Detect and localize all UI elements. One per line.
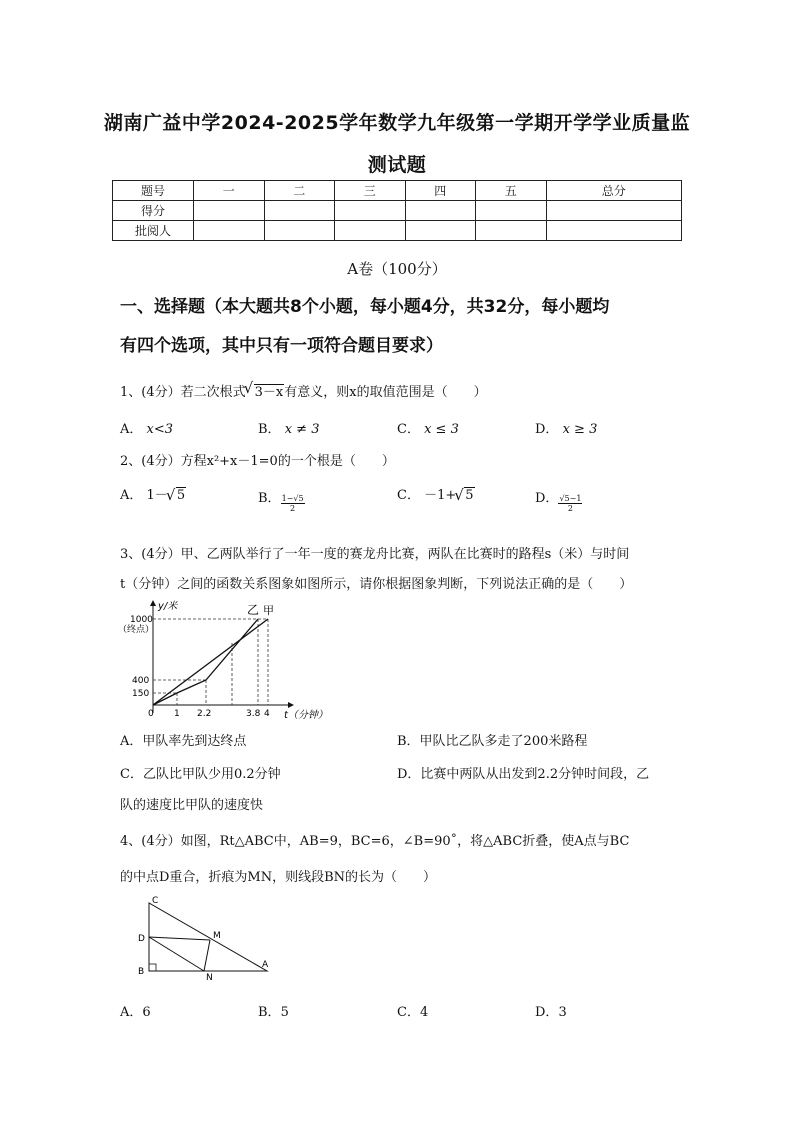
x-tick-3.8: 3.8 xyxy=(246,709,261,719)
score-header-cell: 题号 xyxy=(113,181,194,201)
exam-title-line2: 测试题 xyxy=(367,154,427,176)
score-cell[interactable] xyxy=(405,201,476,221)
question-3-line1: 3、(4分）甲、乙两队举行了一年一度的赛龙舟比赛，两队在比赛时的路程s（米）与时间 xyxy=(120,547,630,562)
option-label: C． xyxy=(397,488,420,503)
option-label: A． xyxy=(120,422,143,437)
grader-row-label: 批阅人 xyxy=(113,221,194,241)
q4-option-c[interactable] xyxy=(397,1001,428,1020)
x-tick-1: 1 xyxy=(174,709,180,719)
fraction-numerator: √5−1 xyxy=(559,494,582,503)
q2-option-c[interactable] xyxy=(397,484,475,503)
score-table xyxy=(112,180,682,241)
q3-option-d-line2: 队的速度比甲队的速度快 xyxy=(120,798,264,813)
fraction-denominator: 2 xyxy=(567,504,573,513)
option-fraction xyxy=(281,494,305,513)
option-fraction xyxy=(558,494,582,513)
option-label: C． xyxy=(397,1005,420,1020)
grader-cell[interactable] xyxy=(264,221,335,241)
score-cell[interactable] xyxy=(264,201,335,221)
fraction-denominator: 2 xyxy=(290,504,296,513)
grader-cell[interactable] xyxy=(546,221,682,241)
race-chart xyxy=(118,598,338,723)
option-text: 1－ xyxy=(146,488,168,503)
grader-cell[interactable] xyxy=(476,221,547,241)
x-axis-arrow xyxy=(288,702,294,708)
score-table-header-row xyxy=(113,181,682,201)
series-yi-line xyxy=(153,619,258,705)
score-cell[interactable] xyxy=(546,201,682,221)
q1-option-c[interactable] xyxy=(397,418,459,437)
q1-radicand: 3－x xyxy=(254,385,284,400)
label-n: N xyxy=(206,973,213,980)
y-note: （终点） xyxy=(118,625,155,635)
option-text: －1+ xyxy=(424,488,457,503)
q1-option-a[interactable] xyxy=(120,418,173,437)
fraction-numerator: 1−√5 xyxy=(281,494,304,503)
q1-prefix: 1、(4分）若二次根式 xyxy=(120,385,246,400)
option-radical xyxy=(168,488,186,503)
q2-option-b[interactable] xyxy=(258,484,305,513)
score-header-cell: 三 xyxy=(335,181,406,201)
q1-option-b[interactable] xyxy=(258,418,319,437)
q4-option-a[interactable] xyxy=(120,1001,151,1020)
option-text: x ≥ 3 xyxy=(562,422,598,437)
score-header-cell: 四 xyxy=(405,181,476,201)
grader-cell[interactable] xyxy=(194,221,265,241)
score-row-label: 得分 xyxy=(113,201,194,221)
q1-radical xyxy=(246,381,285,400)
y-tick-150: 150 xyxy=(132,689,150,699)
x-tick-4: 4 xyxy=(264,709,270,719)
score-row xyxy=(113,201,682,221)
grader-cell[interactable] xyxy=(405,221,476,241)
part-heading-line2: 有四个选项，其中只有一项符合题目要求） xyxy=(120,336,443,356)
option-text: x<3 xyxy=(146,422,174,437)
series-jia-line xyxy=(153,619,268,705)
score-header-cell: 一 xyxy=(194,181,265,201)
y-axis-label: y/米 xyxy=(158,601,178,612)
right-angle-mark xyxy=(149,964,156,971)
exam-title-line1: 湖南广益中学2024-2025学年数学九年级第一学期开学学业质量监 xyxy=(103,112,691,134)
q3-option-d-line1[interactable]: D．比赛中两队从出发到2.2分钟时间段，乙 xyxy=(397,767,650,782)
option-text: 3 xyxy=(558,1005,567,1020)
option-label: C． xyxy=(397,422,420,437)
score-cell[interactable] xyxy=(476,201,547,221)
option-label: A． xyxy=(120,488,143,503)
q2-option-d[interactable] xyxy=(535,484,582,513)
x-tick-2.2: 2.2 xyxy=(197,709,212,719)
score-header-cell: 总分 xyxy=(546,181,682,201)
question-3-line2: t（分钟）之间的函数关系图象如图所示，请你根据图象判断，下列说法正确的是（ ） xyxy=(120,577,633,592)
q1-option-d[interactable] xyxy=(535,418,597,437)
grader-cell[interactable] xyxy=(335,221,406,241)
q3-option-b[interactable]: B．甲队比乙队多走了200米路程 xyxy=(397,734,588,749)
question-1 xyxy=(120,381,487,400)
option-label: D． xyxy=(535,422,559,437)
option-text: 6 xyxy=(142,1005,151,1020)
option-label: D． xyxy=(535,491,559,506)
segment-dn xyxy=(149,937,204,971)
option-radical xyxy=(456,488,474,503)
option-text: x ≤ 3 xyxy=(424,422,459,437)
series-label-yi: 乙 xyxy=(247,603,260,617)
question-4-line2: 的中点D重合，折痕为MN，则线段BN的长为（ ） xyxy=(120,870,437,885)
score-header-cell: 五 xyxy=(476,181,547,201)
label-b: B xyxy=(138,967,145,977)
option-radicand: 5 xyxy=(465,488,474,503)
q3-option-a[interactable]: A．甲队率先到达终点 xyxy=(120,734,247,749)
question-2: 2、(4分）方程x²+x－1=0的一个根是（ ） xyxy=(120,454,395,469)
score-header-cell: 二 xyxy=(264,181,335,201)
segment-mn xyxy=(204,940,210,971)
score-cell[interactable] xyxy=(335,201,406,221)
series-label-jia: 甲 xyxy=(263,604,274,617)
label-a: A xyxy=(262,960,269,970)
label-d: D xyxy=(138,934,145,944)
origin-label: 0 xyxy=(148,709,154,719)
q1-suffix: 有意义，则x的取值范围是（ ） xyxy=(284,385,487,400)
part-heading-line1: 一、选择题（本大题共8个小题，每小题4分，共32分，每小题均 xyxy=(120,297,610,317)
label-m: M xyxy=(213,931,221,941)
q4-option-d[interactable] xyxy=(535,1001,567,1020)
option-label: B． xyxy=(258,1005,281,1020)
option-label: B． xyxy=(258,422,281,437)
y-tick-400: 400 xyxy=(132,676,150,686)
y-axis-arrow xyxy=(150,600,156,606)
option-text: x ≠ 3 xyxy=(284,422,320,437)
option-text: 4 xyxy=(419,1005,429,1020)
option-label: B． xyxy=(258,491,281,506)
triangle-figure xyxy=(132,894,277,980)
question-4-line1: 4、(4分）如图，Rt△ABC中，AB=9，BC=6，∠B=90˚，将△ABC折叠，使A点与BC xyxy=(120,834,630,849)
section-title: A卷（100分） xyxy=(347,260,447,278)
triangle-abc xyxy=(149,903,267,971)
grader-row xyxy=(113,221,682,241)
label-c: C xyxy=(152,896,159,906)
option-label: D． xyxy=(535,1005,559,1020)
q4-option-b[interactable] xyxy=(258,1001,289,1020)
score-cell[interactable] xyxy=(194,201,265,221)
segment-dm xyxy=(149,937,210,940)
y-tick-1000: 1000 xyxy=(130,615,153,625)
q3-option-c[interactable]: C．乙队比甲队少用0.2分钟 xyxy=(120,767,281,782)
option-radicand: 5 xyxy=(176,488,186,503)
option-text: 5 xyxy=(280,1005,289,1020)
option-label: A． xyxy=(120,1005,143,1020)
q2-option-a[interactable] xyxy=(120,484,186,503)
x-axis-label: t（分钟） xyxy=(284,710,328,721)
